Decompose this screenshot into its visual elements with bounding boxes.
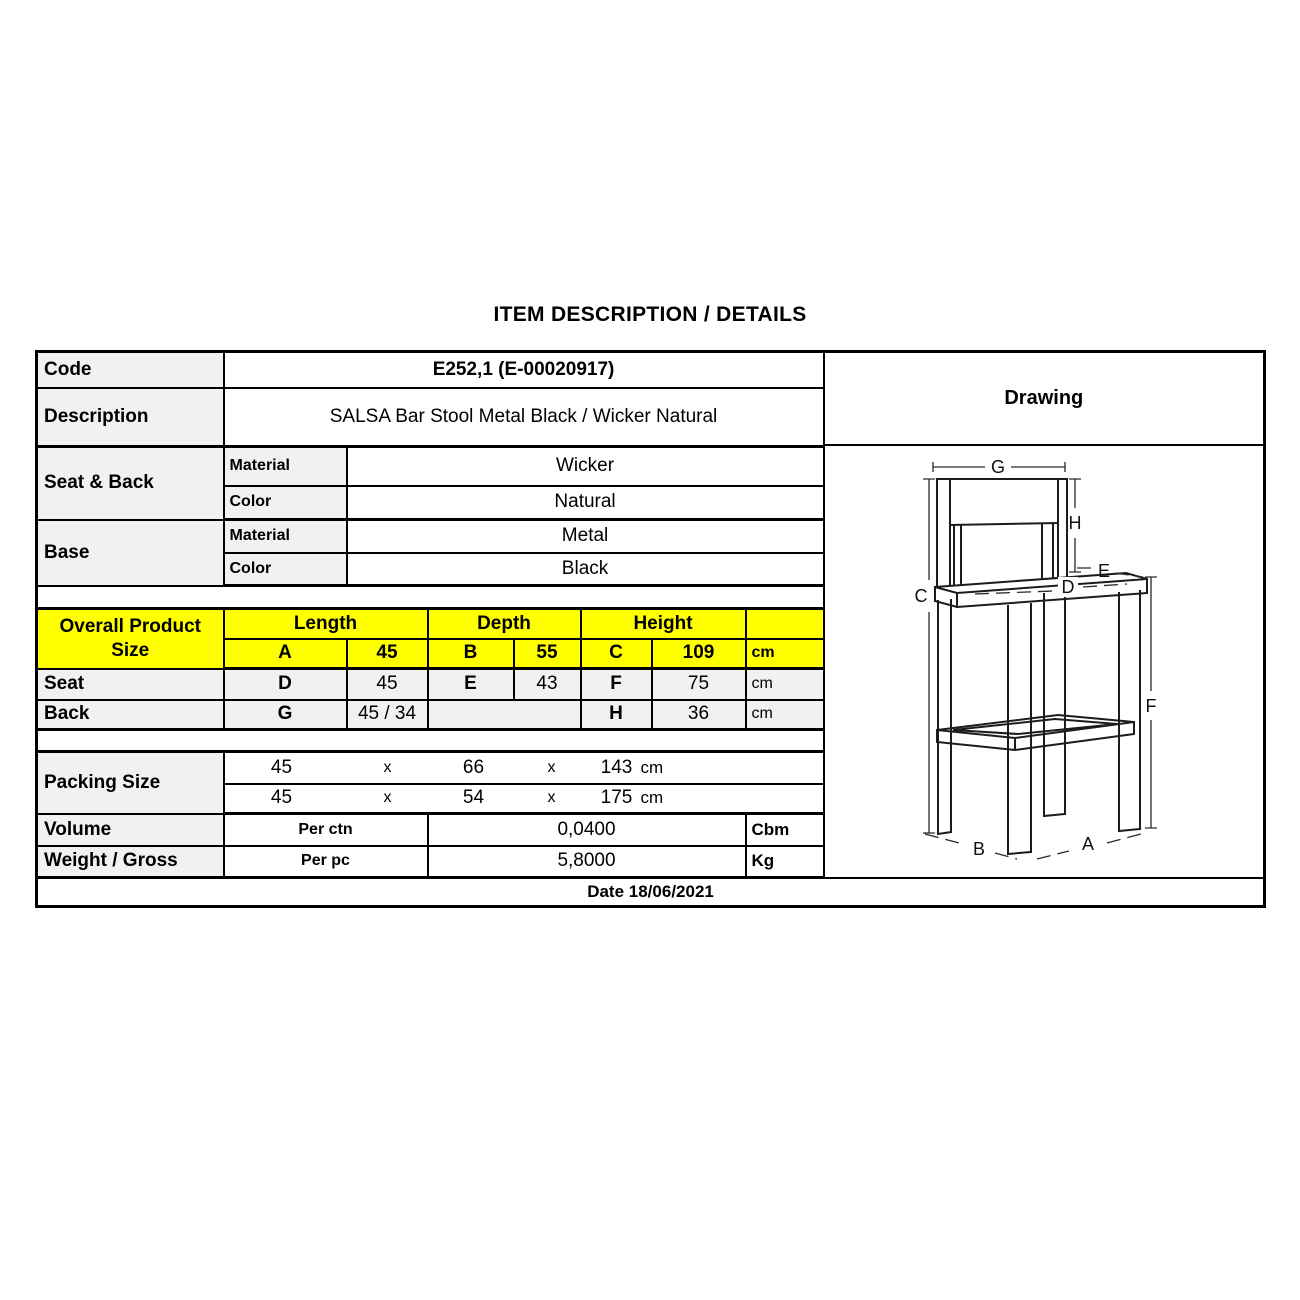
base-label: Base bbox=[37, 520, 224, 586]
dim-label-h: H bbox=[1068, 513, 1082, 533]
seat-back-material-value: Wicker bbox=[347, 447, 824, 486]
description-value: SALSA Bar Stool Metal Black / Wicker Natural bbox=[224, 388, 824, 447]
dim-label-g: G bbox=[991, 457, 1006, 477]
weight-value: 5,8000 bbox=[428, 846, 746, 878]
packing-size-label: Packing Size bbox=[37, 752, 224, 814]
date-row: Date 18/06/2021 bbox=[37, 878, 1265, 907]
packing-2-length: 45 bbox=[270, 787, 293, 809]
dim-label-e: E bbox=[1098, 561, 1111, 581]
back-g-value: 45 / 34 bbox=[347, 700, 428, 730]
packing-2-x2: x bbox=[547, 789, 556, 807]
packing-1-x2: x bbox=[547, 758, 556, 776]
overall-unit: cm bbox=[746, 639, 824, 669]
base-material-value: Metal bbox=[347, 520, 824, 553]
overall-size-label bbox=[37, 609, 224, 669]
dimension-lines bbox=[923, 462, 1157, 859]
base-material-label: Material bbox=[224, 520, 347, 553]
code-label: Code bbox=[37, 352, 224, 388]
back-row-label: Back bbox=[37, 700, 224, 730]
overall-size-label-line1: Overall Product bbox=[59, 616, 201, 637]
packing-row-2 bbox=[224, 784, 824, 814]
stool-drawing bbox=[825, 446, 1264, 873]
packing-1-x1: x bbox=[383, 758, 392, 776]
height-header: Height bbox=[581, 609, 746, 639]
seat-back-color-value: Natural bbox=[347, 486, 824, 520]
overall-c-value: 109 bbox=[652, 639, 746, 669]
dim-label-f: F bbox=[1145, 696, 1157, 716]
seat-f-key: F bbox=[581, 669, 652, 700]
overall-b-value: 55 bbox=[514, 639, 581, 669]
seat-e-value: 43 bbox=[514, 669, 581, 700]
volume-unit: Cbm bbox=[746, 814, 824, 846]
base-color-value: Black bbox=[347, 553, 824, 586]
dim-label-a: A bbox=[1082, 834, 1095, 854]
seat-d-key: D bbox=[224, 669, 347, 700]
back-depth-blank bbox=[428, 700, 581, 730]
seat-back-label: Seat & Back bbox=[37, 447, 224, 520]
weight-label: Weight / Gross bbox=[37, 846, 224, 878]
dim-label-c: C bbox=[914, 586, 928, 606]
seat-f-value: 75 bbox=[652, 669, 746, 700]
dim-label-b: B bbox=[973, 839, 986, 859]
packing-1-unit: cm bbox=[640, 757, 664, 777]
seat-back-color-label: Color bbox=[224, 486, 347, 520]
volume-label: Volume bbox=[37, 814, 224, 846]
seat-unit: cm bbox=[746, 669, 824, 700]
seat-row-label: Seat bbox=[37, 669, 224, 700]
packing-2-depth: 54 bbox=[462, 787, 485, 809]
overall-a-value: 45 bbox=[347, 639, 428, 669]
seat-e-key: E bbox=[428, 669, 514, 700]
weight-per: Per pc bbox=[224, 846, 428, 878]
base-color-label: Color bbox=[224, 553, 347, 586]
packing-1-length: 45 bbox=[270, 756, 293, 778]
stool-drawing-svg bbox=[825, 446, 1262, 870]
spacer-row bbox=[37, 730, 824, 752]
overall-b-key: B bbox=[428, 639, 514, 669]
packing-1-height: 143 bbox=[600, 756, 633, 778]
volume-value: 0,0400 bbox=[428, 814, 746, 846]
dim-label-d: D bbox=[1061, 577, 1075, 597]
stool-footrest bbox=[937, 715, 1134, 750]
page-title: ITEM DESCRIPTION / DETAILS bbox=[493, 303, 807, 326]
back-h-value: 36 bbox=[652, 700, 746, 730]
depth-header: Depth bbox=[428, 609, 581, 639]
spec-table bbox=[35, 350, 1266, 908]
back-unit: cm bbox=[746, 700, 824, 730]
seat-d-value: 45 bbox=[347, 669, 428, 700]
weight-unit: Kg bbox=[746, 846, 824, 878]
overall-size-label-line2: Size bbox=[111, 639, 150, 661]
length-header: Length bbox=[224, 609, 428, 639]
packing-1-depth: 66 bbox=[462, 756, 485, 778]
packing-2-unit: cm bbox=[640, 788, 664, 808]
packing-row-1 bbox=[224, 752, 824, 784]
spacer-row bbox=[37, 586, 824, 609]
drawing-panel bbox=[824, 352, 1265, 878]
unit-header-blank bbox=[746, 609, 824, 639]
back-g-key: G bbox=[224, 700, 347, 730]
overall-a-key: A bbox=[224, 639, 347, 669]
volume-per: Per ctn bbox=[224, 814, 428, 846]
seat-back-material-label: Material bbox=[224, 447, 347, 486]
packing-2-height: 175 bbox=[600, 787, 633, 809]
back-h-key: H bbox=[581, 700, 652, 730]
packing-2-x1: x bbox=[383, 789, 392, 807]
drawing-title: Drawing bbox=[825, 353, 1264, 446]
overall-c-key: C bbox=[581, 639, 652, 669]
code-value: E252,1 (E-00020917) bbox=[224, 352, 824, 388]
description-label: Description bbox=[37, 388, 224, 447]
